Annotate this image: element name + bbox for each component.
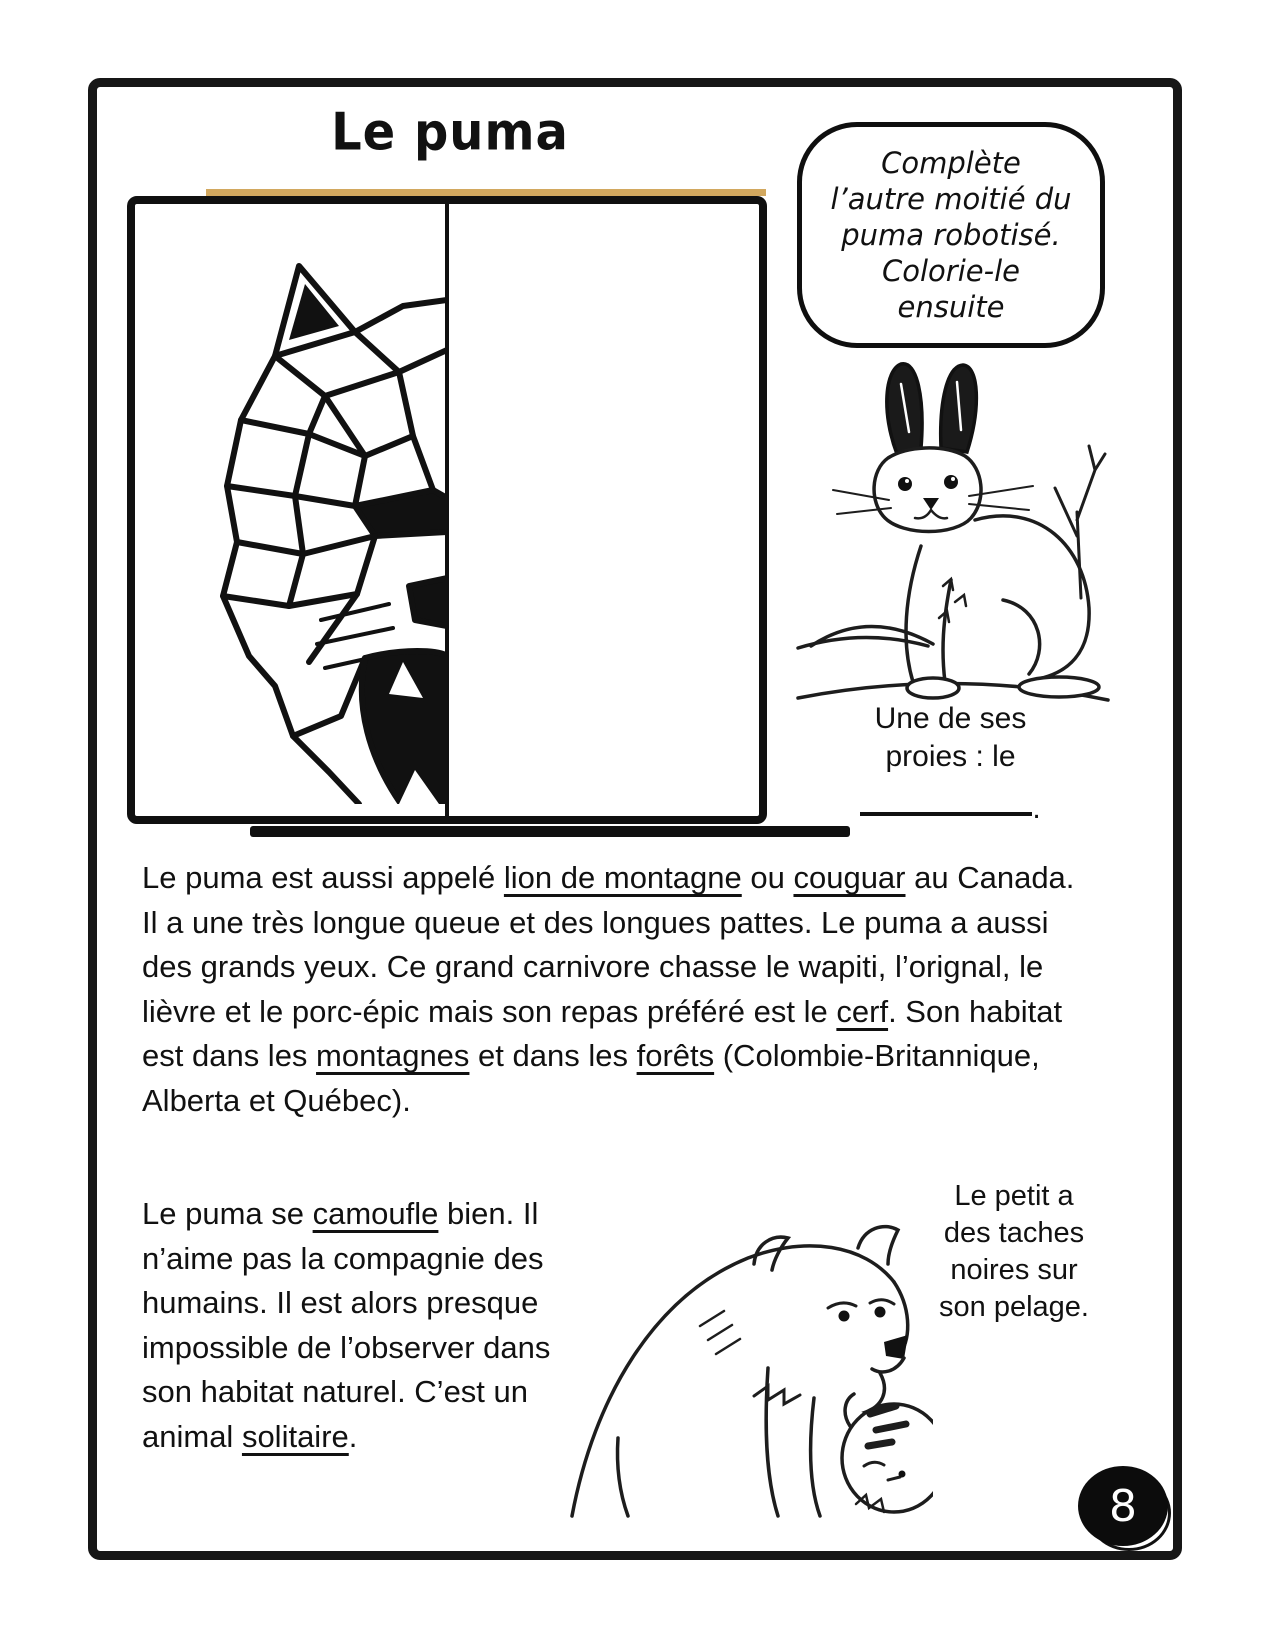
- speech-bubble: [797, 122, 1105, 348]
- prey-blank: [803, 790, 1098, 828]
- page-number-badge: [1078, 1466, 1176, 1558]
- frame-gold-accent: [206, 189, 766, 196]
- prey-blank-line[interactable]: [860, 812, 1032, 816]
- page-title: Le puma: [331, 101, 569, 163]
- paragraph-1: Le puma est aussi appelé lion de montagne ou couguar au Canada. Il a une très longue queue et des longues pattes. Le puma a aussi des grands yeux. Ce grand carnivore chasse le wapiti, l’orignal, le lièvre et le porc-épic mais son repas préféré est le cerf. Son habitat est dans les montagnes et dans les forêts (Colombie-Britannique, Alberta et Québec).: [142, 860, 1075, 1118]
- hare-illustration: [793, 350, 1113, 710]
- page-number: 8: [1109, 1480, 1137, 1532]
- cub-caption: Le petit a des taches noires sur son pelage.: [939, 1180, 1089, 1323]
- prey-caption: [803, 700, 1098, 828]
- prey-blank-period: .: [1032, 792, 1041, 825]
- drawing-area-blank[interactable]: [447, 204, 759, 816]
- page-number-disc: [1078, 1466, 1168, 1546]
- prey-caption-lines: Une de ses proies : le: [874, 702, 1027, 773]
- paragraph-2: Le puma se camoufle bien. Il n’aime pas la compagnie des humains. Il est alors presque impossible de l’observer dans son habitat naturel. C’est un animal solitaire.: [142, 1196, 551, 1454]
- speech-bubble-text: Complète l’autre moitié du puma robotisé. Colorie-le ensuite: [830, 146, 1072, 324]
- drawing-frame: [127, 196, 767, 824]
- frame-bottom-shadow: [250, 826, 850, 837]
- puma-cub-illustration: [558, 1186, 933, 1521]
- puma-half-illustration: [217, 254, 447, 804]
